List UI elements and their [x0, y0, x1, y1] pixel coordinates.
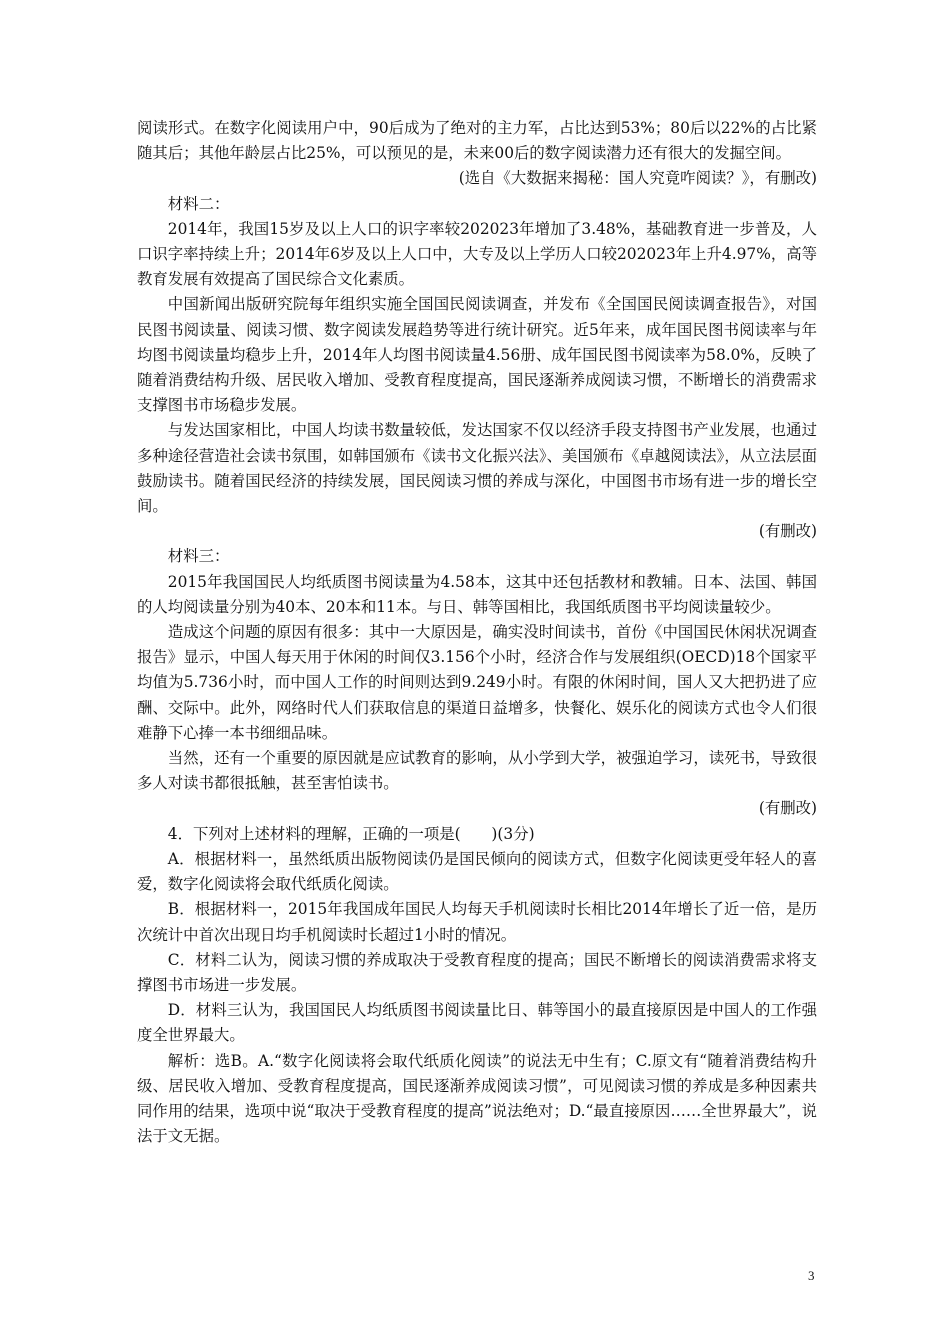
paragraph: 2014年，我国15岁及以上人口的识字率较202023年增加了3.48%，基础教育进一步普及，人口识字率持续上升；2014年6岁及以上人口中，大专及以上学历人口较202023年上升4.97%，高等教育发展有效提高了国民综合文化素质。	[137, 219, 817, 289]
page-number: 3	[808, 1268, 815, 1283]
paragraph: A．根据材料一，虽然纸质出版物阅读仍是国民倾向的阅读方式，但数字化阅读更受年轻人的喜爱，数字化阅读将会取代纸质化阅读。	[137, 849, 817, 894]
paragraph: C．材料二认为，阅读习惯的养成取决于受教育程度的提高；国民不断增长的阅读消费需求将支撑图书市场进一步发展。	[137, 950, 817, 994]
paragraph: 当然，还有一个重要的原因就是应试教育的影响，从小学到大学，被强迫学习，读死书，导致很多人对读书都很抵触，甚至害怕读书。	[137, 749, 817, 793]
paragraph: D．材料三认为，我国国民人均纸质图书阅读量比日、韩等国小的最直接原因是中国人的工作强度全世界最大。	[137, 1001, 817, 1045]
source-note: (有删改)	[758, 522, 817, 541]
paragraph: 中国新闻出版研究院每年组织实施全国国民阅读调查，并发布《全国国民阅读调查报告》，对国民图书阅读量、阅读习惯、数字阅读发展趋势等进行统计研究。近5年来，成年国民图书阅读率与年均图书阅读量均稳步上升，2014年人均图书阅读量4.56册、成年国民图书阅读率为58.0%，反映了随着消费结构升级、居民收入增加、受教育程度提高，国民逐渐养成阅读习惯，不断增长的消费需求支撑图书市场稳步发展。	[137, 295, 817, 415]
paragraph: 材料二：	[167, 194, 230, 213]
paragraph: 造成这个问题的原因有很多：其中一大原因是，确实没时间读书，首份《中国国民休闲状况调查报告》显示，中国人每天用于休闲的时间仅3.156个小时，经济合作与发展组织(OECD)18个国家平均值为5.736小时，而中国人工作的时间则达到9.249小时。有限的休闲时间，国人又大把扔进了应酬、交际中。此外，网络时代人们获取信息的渠道日益增多，快餐化、娱乐化的阅读方式也令人们很难静下心捧一本书细细品味。	[137, 623, 817, 742]
document-body	[137, 116, 817, 1149]
paragraph: 解析：选B。A.“数字化阅读将会取代纸质化阅读”的说法无中生有；C.原文有“随着消费结构升级、居民收入增加、受教育程度提高，国民逐渐养成阅读习惯”，可见阅读习惯的养成是多种因素共同作用的结果，选项中说“取决于受教育程度的提高”说法绝对；D.“最直接原因……全世界最大”，说法于文无据。	[137, 1051, 817, 1146]
paragraph: 2015年我国国民人均纸质图书阅读量为4.58本，这其中还包括教材和教辅。日本、法国、韩国的人均阅读量分别为40本、20本和11本。与日、韩等国相比，我国纸质图书平均阅读量较少。	[137, 572, 817, 616]
paragraph: B．根据材料一，2015年我国成年国民人均每天手机阅读时长相比2014年增长了近一倍，是历次统计中首次出现日均手机阅读时长超过1小时的情况。	[137, 900, 817, 944]
paragraph: 材料三：	[167, 547, 230, 566]
paragraph: 与发达国家相比，中国人均读书数量较低，发达国家不仅以经济手段支持图书产业发展，也通过多种途径营造社会读书氛围，如韩国颁布《读书文化振兴法》、美国颁布《卓越阅读法》，从立法层面鼓励读书。随着国民经济的持续发展，国民阅读习惯的养成与深化，中国图书市场有进一步的增长空间。	[137, 421, 817, 516]
source-note: (选自《大数据来揭秘：国人究竟咋阅读？》，有删改)	[458, 169, 817, 188]
paragraph: 4．下列对上述材料的理解，正确的一项是( )(3分)	[167, 824, 535, 843]
source-note: (有删改)	[758, 799, 817, 818]
paragraph: 阅读形式。在数字化阅读用户中，90后成为了绝对的主力军，占比达到53%；80后以22%的占比紧随其后；其他年龄层占比25%，可以预见的是，未来00后的数字阅读潜力还有很大的发掘空间。	[137, 119, 817, 163]
